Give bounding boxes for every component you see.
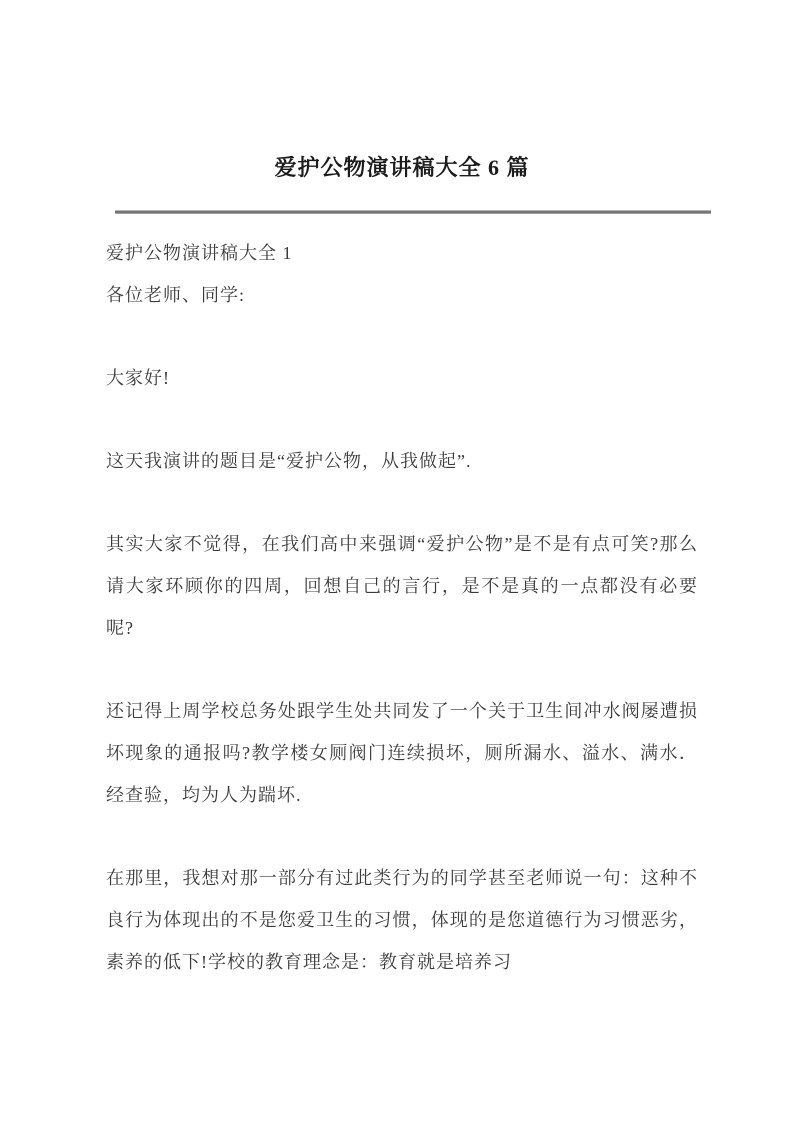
paragraph-greeting: 大家好!: [106, 368, 170, 388]
paragraph-question: 其实大家不觉得，在我们高中来强调“爱护公物”是不是有点可笑?那么请大家环顾你的四周，回想自己的言行，是不是真的一点都没有必要呢?: [106, 534, 698, 638]
document-content: [106, 150, 698, 983]
document-body: [106, 232, 698, 983]
section-heading: 爱护公物演讲稿大全 1: [106, 243, 293, 263]
document-title: 爱护公物演讲稿大全 6 篇: [274, 155, 530, 180]
paragraph-message: 在那里，我想对那一部分有过此类行为的同学甚至老师说一句：这种不良行为体现出的不是您爱卫生的习惯，体现的是您道德行为习惯恶劣，素养的低下!学校的教育理念是：教育就是培养习: [106, 868, 698, 972]
paragraph-incident: 还记得上周学校总务处跟学生处共同发了一个关于卫生间冲水阀屡遭损坏现象的通报吗?教学楼女厕阀门连续损坏，厕所漏水、溢水、满水．经查验，均为人为踹坏.: [106, 701, 698, 805]
title-divider: [115, 210, 711, 214]
paragraph-topic: 这天我演讲的题目是“爱护公物，从我做起”.: [106, 451, 472, 471]
salutation-line: 各位老师、同学:: [106, 285, 246, 305]
